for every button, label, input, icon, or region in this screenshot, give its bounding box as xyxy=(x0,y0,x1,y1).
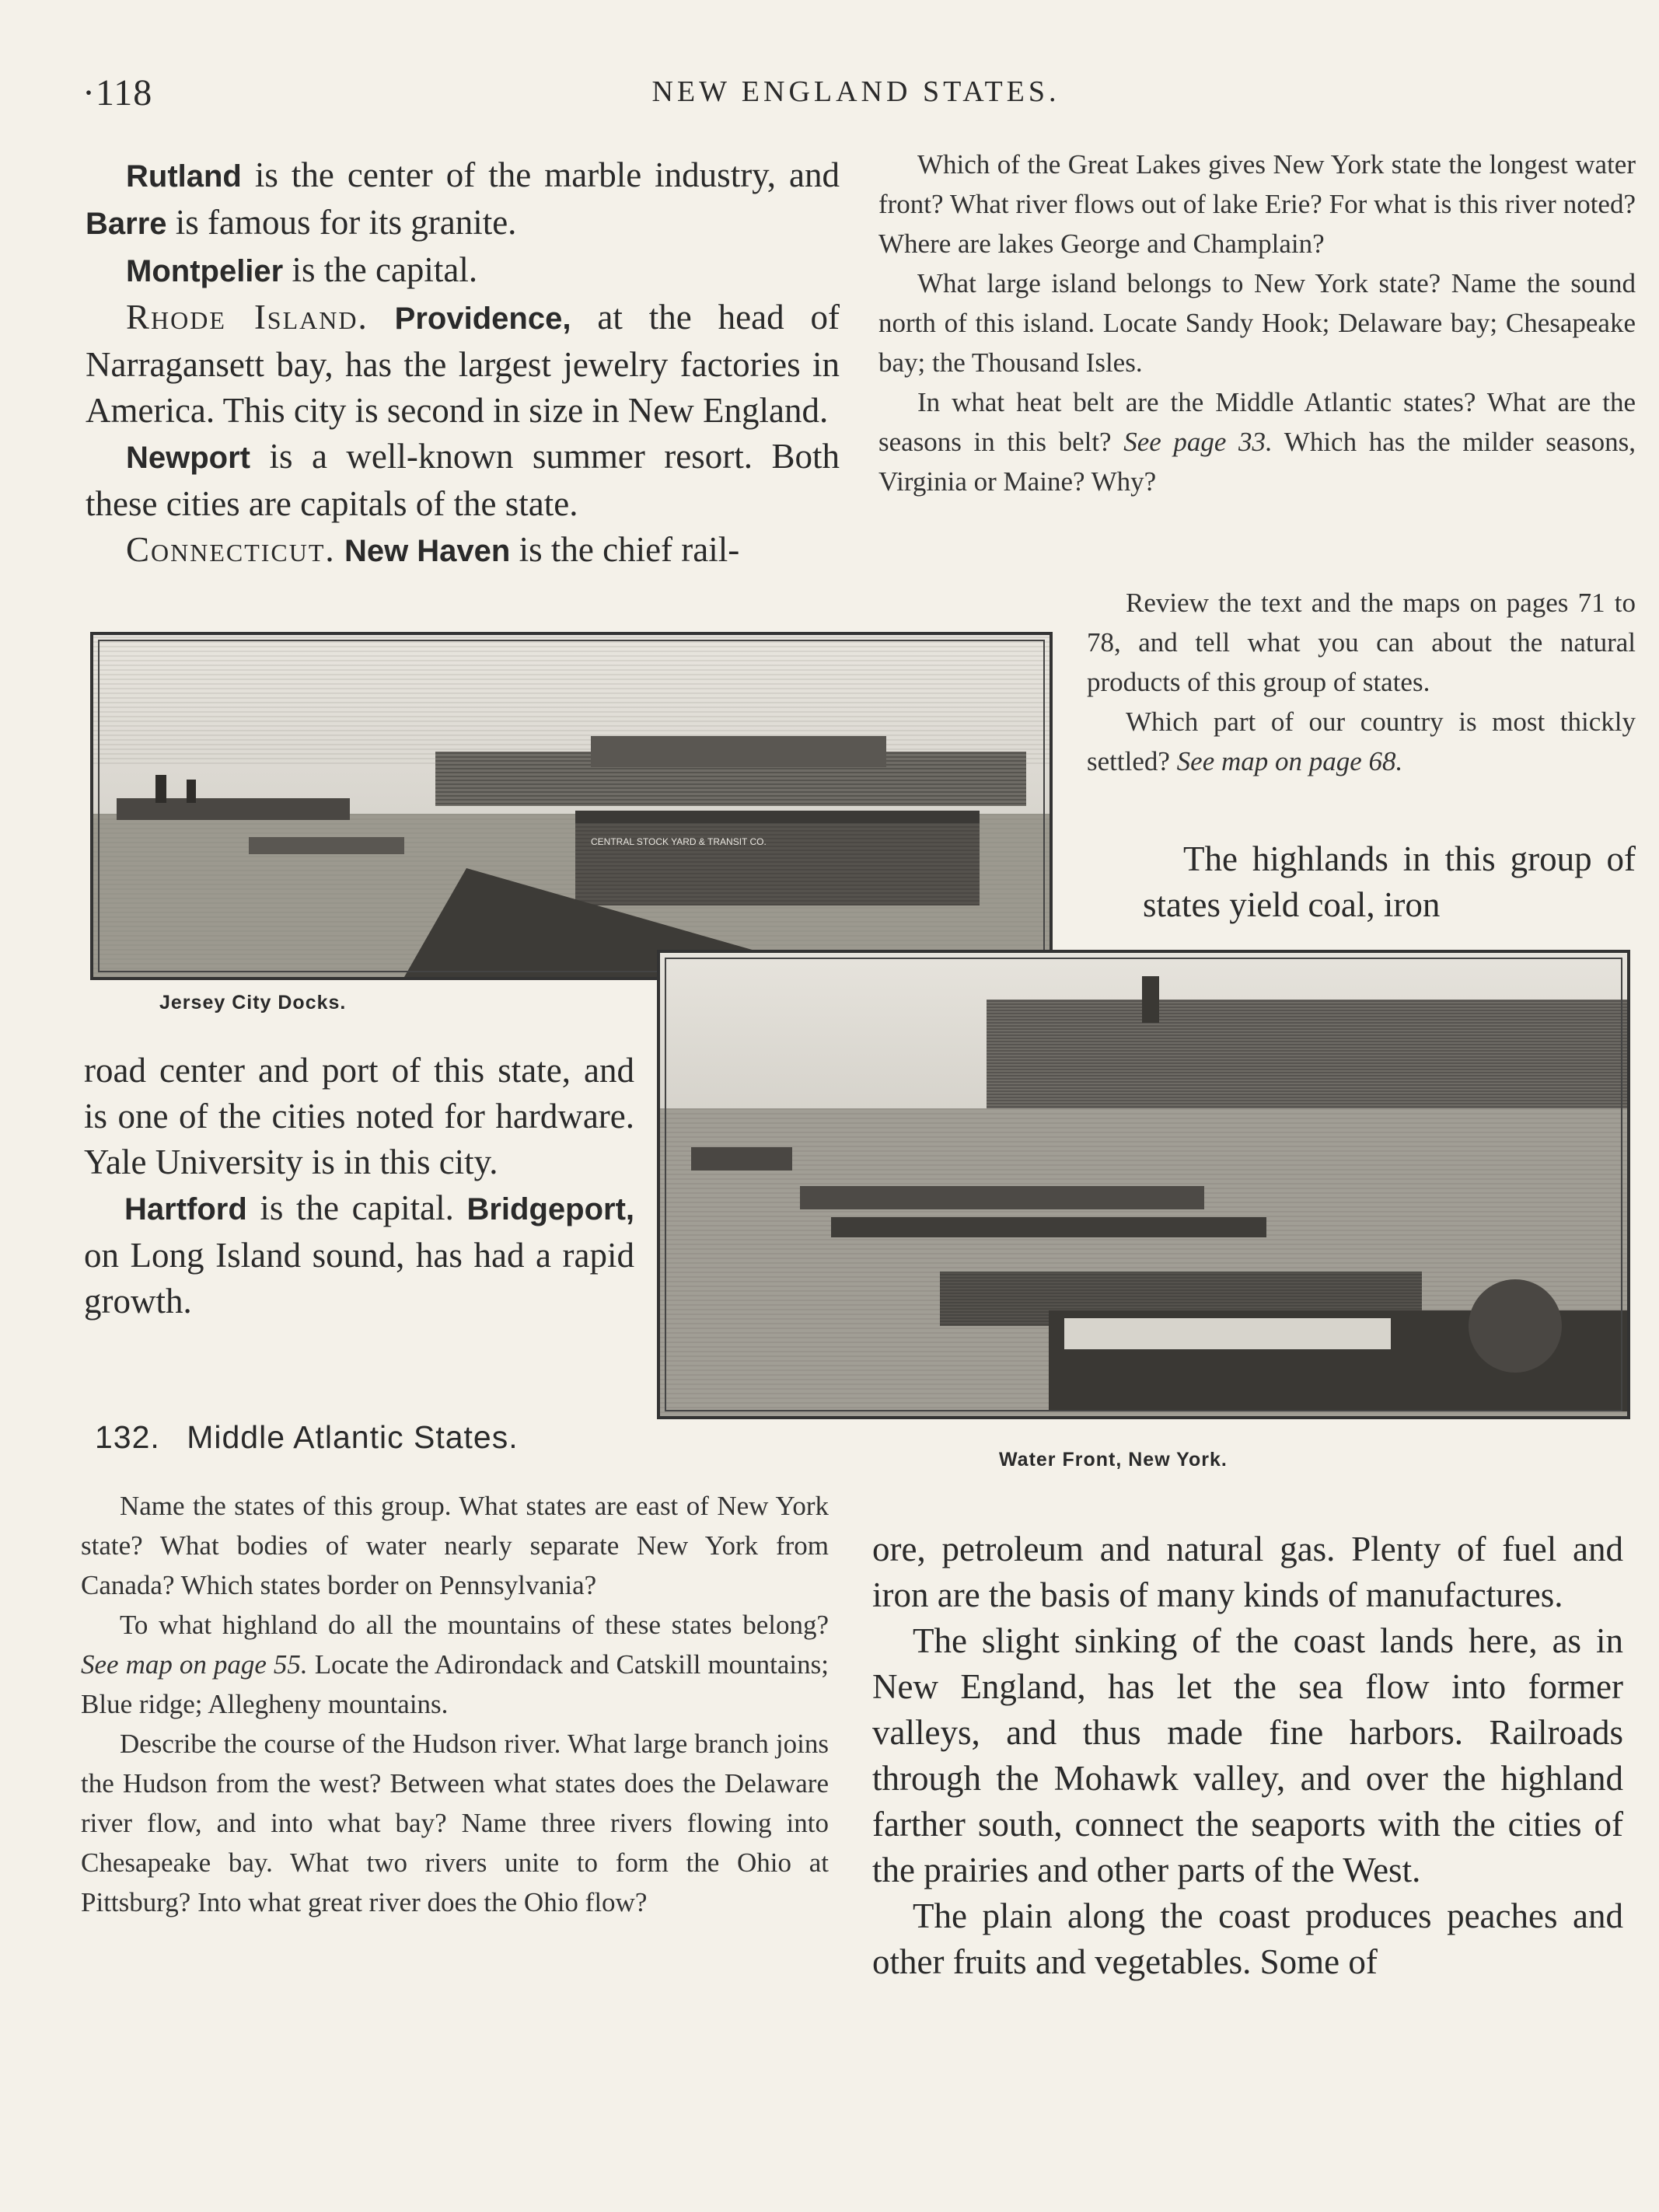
paragraph-hartford: Hartford is the capital. Bridgeport, on Long Island sound, has had a rapid growth. xyxy=(84,1188,634,1321)
question-great-lakes: Which of the Great Lakes gives New York state the longest water front? What river flows out of lake Erie? For what is this river noted? Where are lakes George and Champlain? xyxy=(878,149,1636,259)
paragraph-rhode-island: Rhode Island. Providence, at the head of Narragansett bay, has the largest jewelry factories in America. This city is second in size in New England. xyxy=(86,298,840,430)
water-front-new-york-caption: Water Front, New York. xyxy=(999,1449,1228,1471)
water-front-new-york-image xyxy=(657,950,1630,1419)
question-heat-belt: In what heat belt are the Middle Atlantic states? What are the seasons in this belt? See page 33. Which has the milder seasons, Virginia or Maine? Why? xyxy=(878,387,1636,497)
question-highland: To what highland do all the mountains of these states belong? See map on page 55. Locate the Adirondack and Catskill mountains; Blue ridge; Allegheny mountains. xyxy=(81,1610,829,1719)
paragraph-coast-sinking: The slight sinking of the coast lands here, as in New England, has let the sea flow into former valleys, and thus made fine harbors. Railroads through the Mohawk valley, and over the highland farther south, connect the seaports with the cities of the prairies and other parts of the West. xyxy=(872,1621,1623,1889)
paragraph-ore: ore, petroleum and natural gas. Plenty of fuel and iron are the basis of many kinds of manufactures. xyxy=(872,1530,1623,1614)
question-settled: Which part of our country is most thickly settled? See map on page 68. xyxy=(1087,707,1636,776)
water-front-engraving xyxy=(660,953,1627,1416)
paragraph-newport: Newport is a well-known summer resort. Both these cities are capitals of the state. xyxy=(86,437,840,523)
question-states: Name the states of this group. What states are east of New York state? What bodies of water nearly separate New York from Canada? Which states border on Pennsylvania? xyxy=(81,1491,829,1600)
question-review: Review the text and the maps on pages 71 to 78, and tell what you can about the natural products of this group of states. xyxy=(1087,588,1636,697)
paragraph-rutland: Rutland is the center of the marble industry, and Barre is famous for its granite. xyxy=(86,155,840,242)
paragraph-montpelier: Montpelier is the capital. xyxy=(126,250,478,289)
jersey-city-docks-image xyxy=(90,632,1053,980)
paragraph-new-haven-cont: road center and port of this state, and is one of the cities noted for hardware. Yale University is in this city. xyxy=(84,1051,634,1181)
jersey-dock-sign: CENTRAL STOCK YARD & TRANSIT CO. xyxy=(591,836,767,847)
right-column-bottom xyxy=(872,1526,1623,1985)
section-heading xyxy=(95,1419,519,1456)
left-column-middle xyxy=(84,1048,634,1324)
running-head xyxy=(82,72,1629,118)
right-column-review xyxy=(1087,583,1636,781)
paragraph-connecticut: Connecticut. New Haven is the chief rail- xyxy=(126,530,740,569)
right-column-questions xyxy=(878,145,1636,501)
left-column-questions xyxy=(81,1486,829,1922)
jersey-city-docks-caption: Jersey City Docks. xyxy=(159,992,347,1014)
paragraph-plain: The plain along the coast produces peaches and other fruits and vegetables. Some of xyxy=(872,1896,1623,1981)
question-hudson: Describe the course of the Hudson river. What large branch joins the Hudson from the west? Between what states does the Delaware river flow, and into what bay? Name three rivers flowing into Chesapeake bay. What two rivers unite to form the Ohio at Pittsburg? Into what great river does the Ohio flow? xyxy=(81,1729,829,1917)
section-number: 132. xyxy=(95,1419,160,1455)
page-number: ·118 xyxy=(82,72,153,113)
left-column-top xyxy=(86,152,840,574)
running-title: NEW ENGLAND STATES. xyxy=(651,75,1060,108)
paragraph-highlands: The highlands in this group of states yield coal, iron xyxy=(1143,839,1636,924)
question-island: What large island belongs to New York state? Name the sound north of this island. Locate Sandy Hook; Delaware bay; Chesapeake bay; the Thousand Isles. xyxy=(878,268,1636,378)
jersey-city-docks-engraving xyxy=(93,635,1050,977)
section-title: Middle Atlantic States. xyxy=(187,1419,519,1455)
